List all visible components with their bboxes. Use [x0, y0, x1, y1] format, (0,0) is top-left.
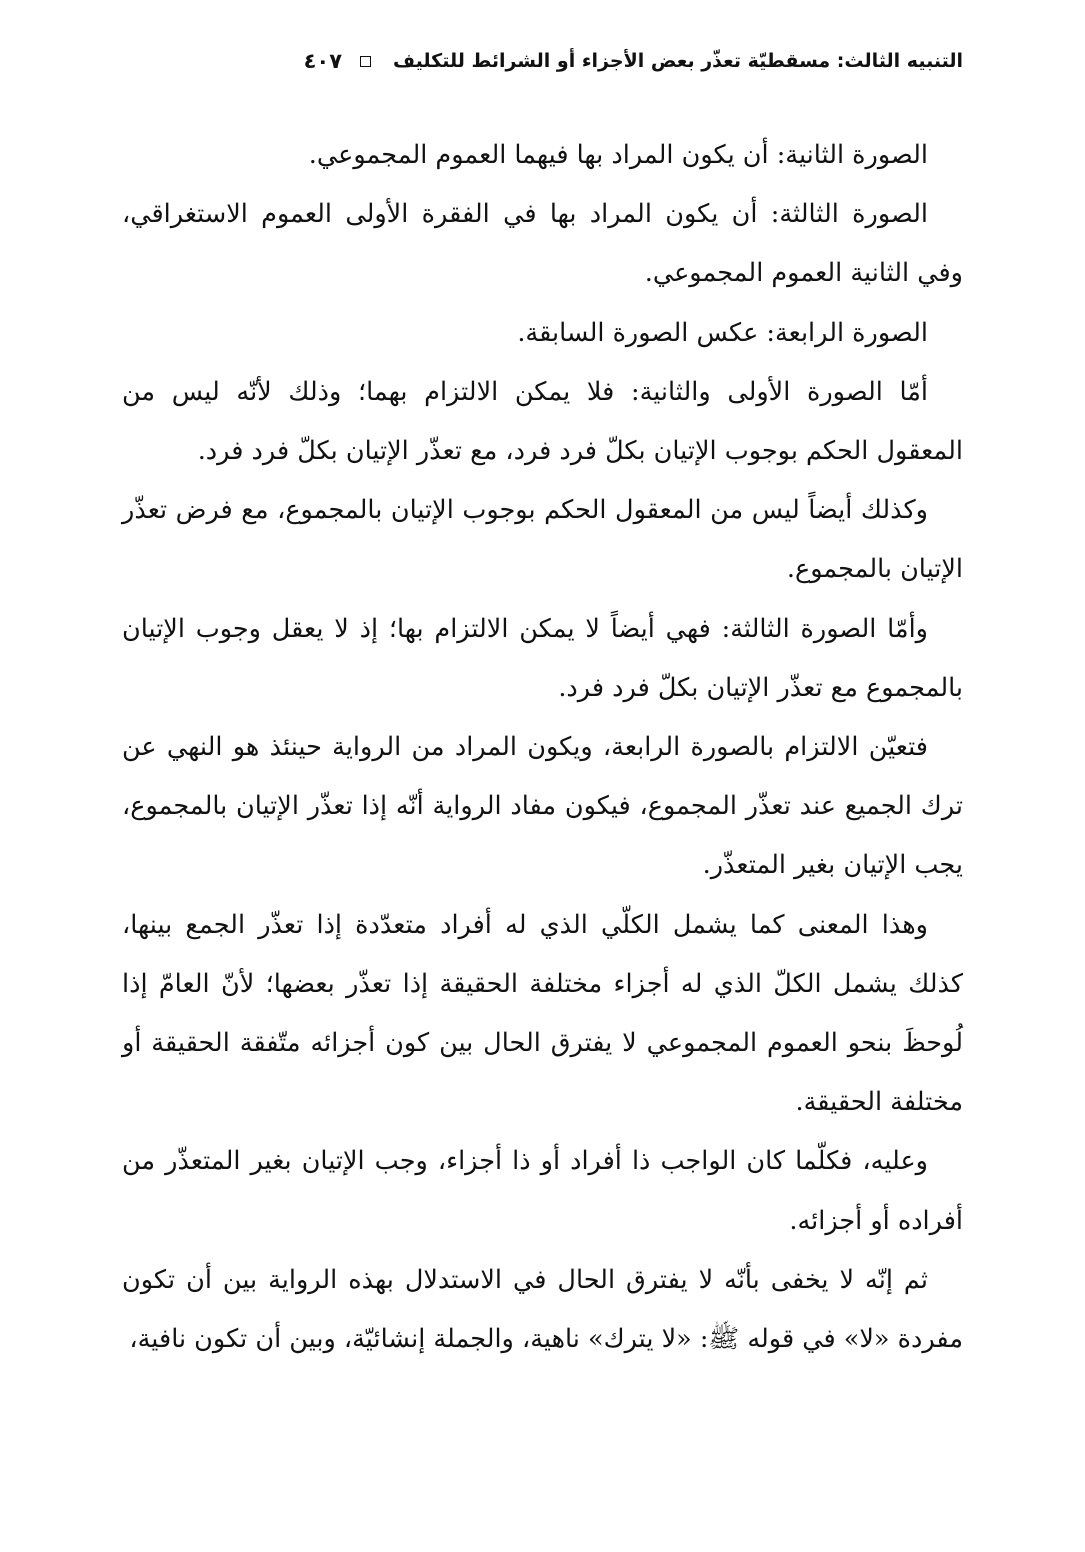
paragraph-6: وأمّا الصورة الثالثة: فهي أيضاً لا يمكن الالتزام بها؛ إذ لا يعقل وجوب الإتيان بالمجموع مع تعذّر الإتيان بكلّ فرد فرد. [122, 613, 963, 703]
paragraph-7: فتعيّن الالتزام بالصورة الرابعة، ويكون المراد من الرواية حينئذ هو النهي عن ترك الجميع عند تعذّر المجموع، فيكون مفاد الرواية أنّه إذا تعذّر الإتيان بالمجموع، يجب الإتيان بغير المتعذّر. [122, 732, 963, 881]
header-separator-square-icon [360, 56, 371, 67]
paragraph-10: ثم إنّه لا يخفى بأنّه لا يفترق الحال في الاستدلال بهذه الرواية بين أن تكون مفردة «لا» في قوله ﷺ: «لا يترك» ناهية، والجملة إنشائيّة، وبين أن تكون نافية، [122, 1264, 963, 1355]
body-text [122, 126, 963, 1369]
paragraph-2: الصورة الثالثة: أن يكون المراد بها في الفقرة الأولى العموم الاستغراقي، وفي الثانية العموم المجموعي. [122, 199, 963, 289]
header-title: التنبيه الثالث: مسقطيّة تعذّر بعض الأجزاء أو الشرائط للتكليف [393, 50, 963, 72]
paragraph-9: وعليه، فكلّما كان الواجب ذا أفراد أو ذا أجزاء، وجب الإتيان بغير المتعذّر من أفراده أو أجزائه. [122, 1146, 963, 1236]
paragraph-1: الصورة الثانية: أن يكون المراد بها فيهما العموم المجموعي. [308, 140, 928, 170]
running-header [122, 44, 963, 78]
paragraph-8: وهذا المعنى كما يشمل الكلّي الذي له أفراد متعدّدة إذا تعذّر الجمع بينها، كذلك يشمل الكلّ الذي له أجزاء مختلفة الحقيقة إذا تعذّر بعضها؛ لأنّ العامّ إذا لُوحظَ بنحو العموم المجموعي لا يفترق الحال بين كون أجزائه متّفقة الحقيقة أو مختلفة الحقيقة. [122, 909, 963, 1118]
paragraph-3: الصورة الرابعة: عكس الصورة السابقة. [517, 317, 928, 348]
paragraph-5: وكذلك أيضاً ليس من المعقول الحكم بوجوب الإتيان بالمجموع، مع فرض تعذّر الإتيان بالمجموع. [122, 495, 963, 585]
page-number: ٤٠٧ [303, 49, 343, 73]
paragraph-4: أمّا الصورة الأولى والثانية: فلا يمكن الالتزام بهما؛ وذلك لأنّه ليس من المعقول الحكم بوجوب الإتيان بكلّ فرد فرد، مع تعذّر الإتيان بكلّ فرد فرد. [122, 376, 963, 467]
